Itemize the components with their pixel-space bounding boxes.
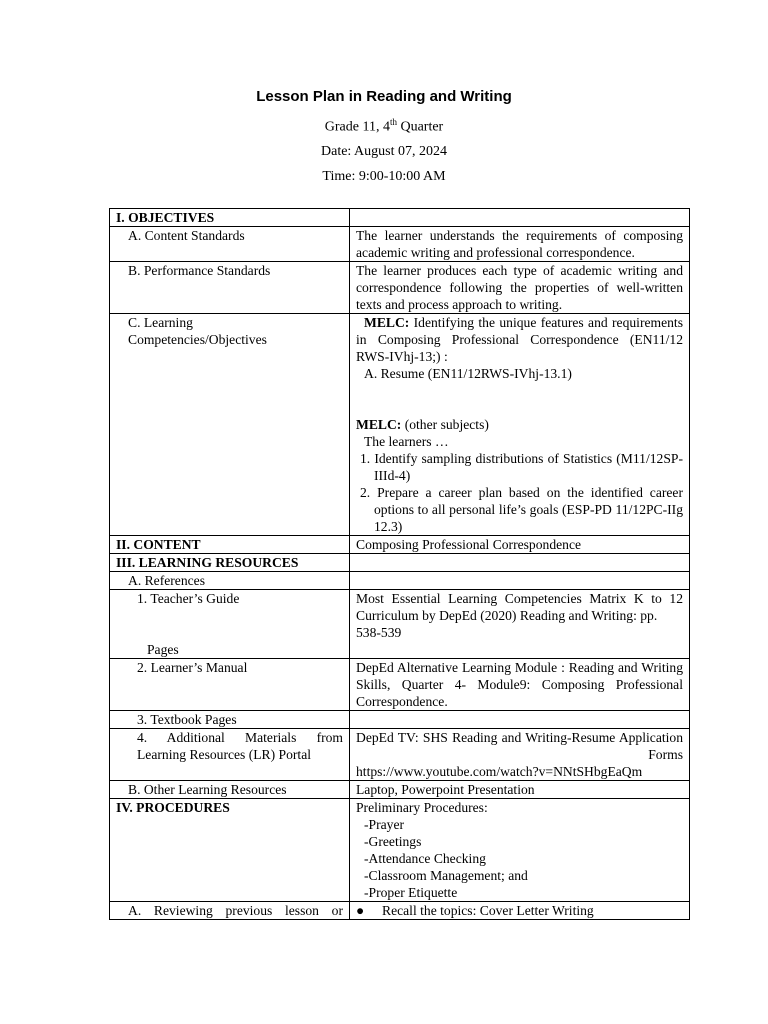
table-row bbox=[110, 590, 690, 659]
table-row bbox=[110, 209, 690, 227]
table-row bbox=[110, 902, 690, 920]
procedure-item: -Greetings bbox=[364, 834, 422, 849]
objectives-heading: I. OBJECTIVES bbox=[110, 209, 350, 227]
lesson-plan-table bbox=[109, 208, 690, 920]
pages-label: Pages bbox=[147, 642, 179, 657]
content-heading: II. CONTENT bbox=[110, 536, 350, 554]
additional-materials-url: https://www.youtube.com/watch?v=NNtSHbgEaQm bbox=[356, 764, 643, 779]
performance-standards-text: The learner produces each type of academic writing and correspondence following the properties of well-written texts and process approach to writing. bbox=[350, 262, 690, 314]
procedure-item: -Classroom Management; and bbox=[364, 868, 528, 883]
reviewing-label: A. Reviewing previous lesson or bbox=[110, 902, 350, 920]
teachers-guide-description: Most Essential Learning Competencies Matrix K to 12 Curriculum by DepEd (2020) Reading and Writing: pp. bbox=[356, 591, 683, 623]
competencies-label bbox=[110, 314, 350, 536]
melc-other-text: (other subjects) bbox=[401, 417, 489, 432]
reviewing-text bbox=[350, 902, 690, 920]
learners-intro: The learners … bbox=[364, 434, 449, 449]
table-row bbox=[110, 799, 690, 902]
empty-cell bbox=[350, 572, 690, 590]
preliminary-heading: Preliminary Procedures: bbox=[356, 800, 488, 815]
grade-line bbox=[0, 117, 768, 136]
content-text: Composing Professional Correspondence bbox=[350, 536, 690, 554]
competencies-label-line-1: C. Learning bbox=[128, 315, 193, 330]
additional-materials-text bbox=[350, 729, 690, 781]
additional-materials-forms: Forms bbox=[648, 747, 683, 762]
procedure-item: -Proper Etiquette bbox=[364, 885, 458, 900]
performance-standards-label: B. Performance Standards bbox=[110, 262, 350, 314]
content-standards-label: A. Content Standards bbox=[110, 227, 350, 262]
other-resources-text: Laptop, Powerpoint Presentation bbox=[350, 781, 690, 799]
textbook-label: 3. Textbook Pages bbox=[110, 711, 350, 729]
spacer bbox=[137, 607, 343, 641]
table-row bbox=[110, 781, 690, 799]
grade-prefix: Grade 11, 4 bbox=[324, 119, 390, 135]
document-title: Lesson Plan in Reading and Writing bbox=[256, 88, 512, 105]
melc-other-paragraph bbox=[356, 416, 683, 433]
teachers-guide-label-text: 1. Teacher’s Guide bbox=[137, 591, 240, 606]
table-row bbox=[110, 262, 690, 314]
teachers-guide-text bbox=[350, 590, 690, 659]
bullet-icon: ● bbox=[356, 903, 365, 918]
melc-paragraph bbox=[356, 314, 683, 365]
teachers-guide-label bbox=[110, 590, 350, 659]
empty-cell bbox=[350, 554, 690, 572]
reviewing-description: Recall the topics: Cover Letter Writing bbox=[382, 903, 594, 918]
grade-superscript: th bbox=[389, 117, 397, 127]
table-row bbox=[110, 554, 690, 572]
date-line: Date: August 07, 2024 bbox=[321, 144, 447, 159]
table-row bbox=[110, 314, 690, 536]
empty-cell bbox=[350, 711, 690, 729]
melc-text: Identifying the unique features and requirements in Composing Professional Correspondence (EN11/12 RWS-IVhj-13;) : bbox=[356, 315, 683, 364]
references-label: A. References bbox=[110, 572, 350, 590]
empty-cell bbox=[350, 209, 690, 227]
competencies-label-line-2: Competencies/Objectives bbox=[128, 332, 267, 347]
melc-other-label: MELC: bbox=[356, 417, 402, 432]
learners-manual-text: DepEd Alternative Learning Module : Reading and Writing Skills, Quarter 4- Module9: Composing Professional Correspondence. bbox=[350, 659, 690, 711]
competencies-text bbox=[350, 314, 690, 536]
teachers-guide-pages: 538-539 bbox=[356, 625, 402, 640]
table-row bbox=[110, 227, 690, 262]
table-row bbox=[110, 536, 690, 554]
table-row bbox=[110, 711, 690, 729]
spacer bbox=[356, 382, 683, 416]
procedure-item: -Prayer bbox=[364, 817, 405, 832]
table-row bbox=[110, 659, 690, 711]
learners-item-1: 1. Identify sampling distributions of Statistics (M11/12SP-IIId-4) bbox=[360, 451, 683, 483]
learners-manual-label: 2. Learner’s Manual bbox=[110, 659, 350, 711]
melc-item: A. Resume (EN11/12RWS-IVhj-13.1) bbox=[364, 366, 572, 381]
table-row bbox=[110, 729, 690, 781]
other-resources-label: B. Other Learning Resources bbox=[110, 781, 350, 799]
learners-item-2: 2. Prepare a career plan based on the identified career options to all personal life’s goals (ESP-PD 11/12PC-IIg 12.3) bbox=[360, 485, 683, 534]
procedure-item: -Attendance Checking bbox=[364, 851, 486, 866]
procedures-heading: IV. PROCEDURES bbox=[110, 799, 350, 902]
melc-label: MELC: bbox=[364, 315, 410, 330]
additional-materials-label: 4. Additional Materials from Learning Resources (LR) Portal bbox=[110, 729, 350, 781]
additional-materials-description: DepEd TV: SHS Reading and Writing-Resume Application bbox=[356, 730, 683, 745]
procedures-text bbox=[350, 799, 690, 902]
resources-heading: III. LEARNING RESOURCES bbox=[110, 554, 350, 572]
table-row bbox=[110, 572, 690, 590]
time-line: Time: 9:00-10:00 AM bbox=[322, 169, 446, 184]
content-standards-text: The learner understands the requirements of composing academic writing and professional correspondence. bbox=[350, 227, 690, 262]
grade-suffix: Quarter bbox=[396, 119, 444, 135]
